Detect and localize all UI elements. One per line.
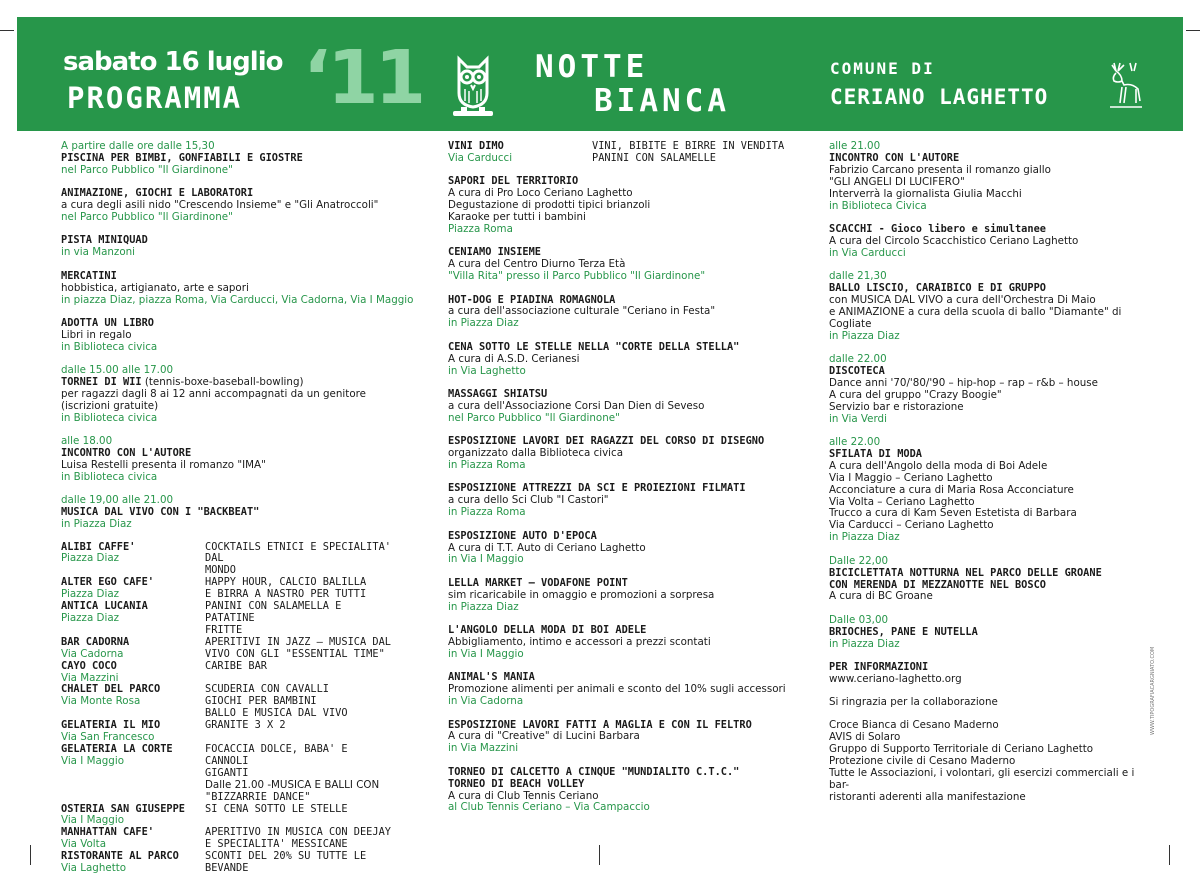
offer-line: E BIRRA A NASTRO PER TUTTI [205, 588, 367, 601]
event-desc: A cura del Circolo Scacchistico Ceriano Laghetto [829, 234, 1079, 247]
bar-name: GELATERIA LA CORTE [61, 742, 173, 755]
bar-antica-lucania [61, 601, 205, 637]
event-desc: Via I Maggio – Ceriano Laghetto [829, 471, 993, 484]
event-time: Dalle 22,00 [829, 554, 889, 567]
crop-mark [0, 30, 14, 31]
event-desc: A cura di BC Groane [829, 590, 933, 603]
event-place: in Piazza Diaz [448, 600, 519, 613]
bar-name: RISTORANTE AL PARCO [61, 850, 179, 863]
event-incontro-autore [61, 436, 431, 484]
bar-name: OSTERIA SAN GIUSEPPE [61, 802, 185, 815]
event-desc: VINI, BIBITE E BIRRE IN VENDITA [592, 140, 785, 152]
event-title: BALLO LISCIO, CARAIBICO E DI GRUPPO [829, 282, 1046, 295]
event-time: alle 18.00 [61, 435, 113, 448]
event-desc: Trucco a cura di Kam Seven Estetista di Barbara [829, 507, 1077, 520]
event-desc: Libri in regalo [61, 328, 132, 341]
offer-line: COCKTAILS ETNICI E SPECIALITA' DAL [205, 540, 391, 565]
bar-place: Via Laghetto [61, 862, 127, 875]
bar-name: ALTER EGO CAFE' [61, 576, 154, 589]
thanks-line: ristoranti aderenti alla manifestazione [829, 790, 1026, 803]
deer-crest-icon [1102, 61, 1146, 111]
notte-title: NOTTE [535, 49, 649, 85]
event-desc: A cura del gruppo "Crazy Boogie" [829, 388, 1002, 401]
event-sfilata [829, 437, 1149, 544]
offer-line: APERITIVI IN JAZZ – MUSICA DAL [205, 635, 391, 648]
bar-alter-ego [61, 577, 205, 601]
bar-place: Via Cadorna [61, 647, 124, 660]
event-title: BICICLETTATA NOTTURNA NEL PARCO DELLE GROANE [829, 566, 1102, 579]
event-desc: Servizio bar e ristorazione [829, 400, 964, 413]
event-desc: a cura dell'Associazione Corsi Dan Dien di Seveso [448, 399, 705, 412]
event-title: MASSAGGI SHIATSU [448, 388, 548, 400]
event-date: sabato 16 luglio [63, 47, 283, 77]
bar-place: Via Volta [61, 838, 107, 851]
event-title: BRIOCHES, PANE E NUTELLA [829, 625, 978, 638]
bar-name: CHALET DEL PARCO [61, 683, 161, 696]
offer-line: FRITTE [205, 623, 243, 636]
event-title: TORNEI DI WII [61, 376, 142, 389]
event-desc: A cura dell'Angolo della moda di Boi Adele [829, 459, 1048, 472]
bar-alibi [61, 542, 205, 578]
bar-name: MANHATTAN CAFE' [61, 826, 154, 839]
offer-line: "BIZZARRIE DANCE" [205, 790, 311, 803]
event-desc: organizzato dalla Biblioteca civica [448, 447, 624, 460]
thanks-line: Protezione civile di Cesano Maderno [829, 754, 1016, 767]
offer-line: GRANITE 3 X 2 [205, 719, 286, 732]
event-desc: sim ricaricabile in omaggio e promozioni a sorpresa [448, 588, 715, 601]
event-title: MERCATINI [61, 269, 117, 282]
event-place: "Villa Rita" presso il Parco Pubblico "Il Giardinone" [448, 270, 706, 283]
event-desc: A cura di Pro Loco Ceriano Laghetto [448, 187, 633, 200]
event-vini-dimo [448, 141, 808, 165]
event-ballo-liscio [829, 271, 1149, 342]
event-place: in Via Cadorna [448, 695, 524, 708]
bar-place: Piazza Diaz [61, 612, 120, 624]
event-desc: Degustazione di prodotti tipici brianzoli [448, 199, 651, 212]
event-place: nel Parco Pubblico "Il Giardinone" [448, 411, 620, 424]
event-desc: a cura degli asili nido "Crescendo Insieme" e "Gli Anatroccoli" [61, 199, 379, 212]
event-desc: (iscrizioni gratuite) [61, 399, 159, 412]
event-shiatsu [448, 389, 808, 425]
event-title: ANIMAL'S MANIA [448, 671, 535, 684]
event-auto-epoca [448, 531, 808, 567]
bar-name: BAR CADORNA [61, 635, 130, 648]
offer-line: SI CENA SOTTO LE STELLE [205, 802, 348, 815]
thanks-line: Croce Bianca di Cesano Maderno [829, 719, 999, 732]
event-desc: Karaoke per tutti i bambini [448, 211, 586, 224]
event-title: INCONTRO CON L'AUTORE [829, 151, 960, 164]
event-disegno [448, 436, 808, 472]
bar-offer [205, 661, 395, 685]
bar-offer [205, 720, 395, 744]
event-title: L'ANGOLO DELLA MODA DI BOI ADELE [448, 624, 647, 637]
event-place: in via Manzoni [61, 246, 136, 259]
bar-osteria [61, 804, 205, 828]
bar-chalet [61, 684, 205, 720]
bar-offer [205, 684, 395, 720]
thanks-intro: Si ringrazia per la collaborazione [829, 696, 998, 709]
bar-gelateria-mio [61, 720, 205, 744]
event-place: in Via Verdi [829, 412, 887, 425]
bar-place: Via I Maggio [61, 754, 124, 767]
bar-place: Via San Francesco [61, 731, 155, 744]
event-maglia-feltro [448, 720, 808, 756]
event-desc: "GLI ANGELI DI LUCIFERO" [829, 175, 965, 188]
event-place: Piazza Roma [448, 222, 513, 235]
bar-name: ANTICA LUCANIA [61, 600, 148, 613]
column-evening [829, 141, 1149, 815]
event-desc: a cura dell'associazione culturale "Ceriano in Festa" [448, 305, 716, 318]
event-scacchi [829, 224, 1149, 260]
event-place: in Biblioteca civica [61, 340, 158, 353]
event-title: TORNEO DI CALCETTO A CINQUE "MUNDIALITO C.T.C." [448, 765, 740, 778]
event-desc: A cura di T.T. Auto di Ceriano Laghetto [448, 541, 646, 554]
offer-line: BALLO E MUSICA DAL VIVO [205, 707, 348, 720]
event-desc: Abbigliamento, intimo e accessori a prezzi scontati [448, 636, 711, 648]
bar-ristorante-parco [61, 851, 205, 875]
thanks-line: Gruppo di Supporto Territoriale di Ceriano Laghetto [829, 743, 1094, 756]
bar-manhattan [61, 827, 205, 851]
comune-label: COMUNE DI [830, 59, 935, 78]
event-desc: A cura di Club Tennis Ceriano [448, 789, 599, 802]
bar-cadorna [61, 637, 205, 661]
column-afternoon [61, 141, 431, 875]
bar-offer [205, 601, 395, 637]
event-cena-stelle [448, 342, 808, 378]
offer-line: PANINI CON SALAMELLA E PATATINE [205, 600, 342, 624]
event-place: in Piazza Diaz [829, 531, 900, 544]
thanks-line: Tutte le Associazioni, i volontari, gli esercizi commerciali e i bar- [829, 766, 1135, 791]
bar-offer [205, 542, 395, 578]
event-time: A partire dalle ore dalle 15,30 [61, 140, 215, 152]
event-title: SCACCHI - Gioco libero e simultanee [829, 222, 1046, 235]
event-desc: PANINI CON SALAMELLE [592, 151, 716, 164]
printer-credit: WWW.TIPOGRAFIACARGNIATO.COM [1150, 646, 1156, 735]
offer-line: GIOCHI PER BAMBINI [205, 695, 317, 708]
offer-line: MONDO [205, 564, 236, 577]
bar-name: GELATERIA IL MIO [61, 719, 161, 732]
event-title: ESPOSIZIONE LAVORI DEI RAGAZZI DEL CORSO DI DISEGNO [448, 435, 765, 448]
event-place: nel Parco Pubblico "Il Giardinone" [61, 163, 233, 176]
bar-place: Via Mazzini [61, 671, 119, 684]
event-title-extra: (tennis-boxe-baseball-bowling) [144, 376, 304, 389]
event-title: ANIMAZIONE, GIOCHI E LABORATORI [61, 187, 254, 200]
event-animals-mania [448, 672, 808, 708]
crop-mark [30, 845, 31, 865]
offer-line: CARIBE BAR [205, 659, 267, 672]
offer-line: VIVO CON GLI "ESSENTIAL TIME" [205, 647, 385, 660]
event-time: dalle 22.00 [829, 353, 887, 366]
event-place: al Club Tennis Ceriano – Via Campaccio [448, 801, 650, 814]
event-title: ESPOSIZIONE ATTREZZI DA SCI E PROIEZIONI FILMATI [448, 482, 746, 495]
event-desc: A cura del Centro Diurno Terza Età [448, 258, 626, 271]
event-mercatini [61, 271, 431, 307]
event-desc: Via Volta – Ceriano Laghetto [829, 495, 975, 508]
event-title: SFILATA DI MODA [829, 447, 922, 460]
event-incontro-carcano [829, 141, 1149, 212]
bar-offer [205, 637, 395, 661]
event-desc: A cura di "Creative" di Lucini Barbara [448, 730, 640, 743]
bar-offer [205, 577, 395, 601]
offer-line: SCUDERIA CON CAVALLI [205, 683, 329, 696]
bar-place: Piazza Diaz [61, 588, 120, 601]
crop-mark [1186, 30, 1200, 31]
thanks-section [829, 697, 1149, 803]
event-title: PISCINA PER BIMBI, GONFIABILI E GIOSTRE [61, 151, 303, 164]
header-banner [17, 17, 1183, 131]
event-title: SAPORI DEL TERRITORIO [448, 175, 579, 188]
bar-place: Via Monte Rosa [61, 695, 141, 708]
event-desc: A cura di A.S.D. Cerianesi [448, 352, 580, 365]
event-miniquad [61, 235, 431, 259]
crop-mark [599, 845, 600, 865]
info-title: PER INFORMAZIONI [829, 661, 929, 674]
event-place: in Piazza Diaz [448, 317, 519, 330]
event-time: alle 22.00 [829, 436, 881, 449]
event-place: Via Carducci [448, 151, 513, 164]
bar-name: ALIBI CAFFE' [61, 540, 136, 553]
offer-line: GIGANTI [205, 766, 249, 779]
event-title: CENA SOTTO LE STELLE NELLA "CORTE DELLA STELLA" [448, 340, 740, 353]
event-desc: Interverrà la giornalista Giulia Macchi [829, 187, 1022, 200]
bar-cayo-coco [61, 661, 205, 685]
bar-gelateria-corte [61, 744, 205, 804]
event-desc: Via Carducci – Ceriano Laghetto [829, 519, 994, 532]
event-hotdog [448, 295, 808, 331]
bianca-title: BIANCA [594, 83, 730, 119]
event-place: in Piazza Roma [448, 459, 526, 472]
event-title: ESPOSIZIONE AUTO D'EPOCA [448, 529, 597, 542]
event-place: in Piazza Diaz [829, 637, 900, 650]
offer-line: E SPECIALITA' MESSICANE [205, 838, 348, 851]
event-place: in Via Laghetto [448, 364, 526, 377]
event-place: in Biblioteca Civica [829, 199, 927, 212]
column-stands [448, 141, 808, 826]
bar-offer [205, 804, 395, 828]
event-desc: e ANIMAZIONE a cura della scuola di ballo "Diamante" di [829, 305, 1122, 318]
event-title: VINI DIMO [448, 140, 504, 152]
event-desc: a cura dello Sci Club "I Castori" [448, 494, 609, 507]
event-time: dalle 19,00 alle 21.00 [61, 494, 174, 507]
event-desc: Luisa Restelli presenta il romanzo "IMA" [61, 459, 266, 472]
bar-name: CAYO COCO [61, 659, 117, 672]
event-biciclettata [829, 556, 1149, 604]
crop-mark [1169, 845, 1170, 865]
offer-line: Dalle 21.00 -MUSICA E BALLI CON [205, 778, 380, 791]
event-title: ADOTTA UN LIBRO [61, 316, 154, 329]
event-title: PISTA MINIQUAD [61, 234, 148, 247]
event-piscina [61, 141, 431, 177]
offer-line: HAPPY HOUR, CALCIO BALILLA [205, 576, 367, 589]
event-time: dalle 15.00 alle 17.00 [61, 364, 174, 377]
event-place: in Biblioteca civica [61, 411, 158, 424]
event-place: in Piazza Diaz [829, 329, 900, 342]
event-title: ESPOSIZIONE LAVORI FATTI A MAGLIA E CON IL FELTRO [448, 718, 752, 731]
event-place: in Via I Maggio [448, 553, 524, 566]
event-time: dalle 21,30 [829, 270, 887, 283]
info-section [829, 662, 1149, 686]
event-calcetto [448, 767, 808, 815]
event-backbeat [61, 495, 431, 531]
event-desc: Fabrizio Carcano presenta il romanzo giallo [829, 163, 1051, 176]
event-title: CON MERENDA DI MEZZANOTTE NEL BOSCO [829, 578, 1046, 591]
offer-line: APERITIVO IN MUSICA CON DEEJAY [205, 826, 391, 839]
event-brioches [829, 615, 1149, 651]
event-title: MUSICA DAL VIVO CON I "BACKBEAT" [61, 506, 260, 519]
event-title: INCONTRO CON L'AUTORE [61, 447, 192, 460]
event-attrezzi-sci [448, 483, 808, 519]
offer-line: SCONTI DEL 20% SU TUTTE LE [205, 850, 367, 863]
event-tornei-wii [61, 365, 431, 425]
bar-offer [205, 851, 395, 875]
event-adotta-libro [61, 318, 431, 354]
event-desc: hobbistica, artigianato, arte e sapori [61, 281, 249, 294]
event-discoteca [829, 354, 1149, 425]
offer-line: BEVANDE [205, 862, 249, 875]
event-place: in Biblioteca civica [61, 470, 158, 483]
event-title: DISCOTECA [829, 365, 885, 377]
event-angolo-moda [448, 625, 808, 661]
event-lella-market [448, 578, 808, 614]
event-title: LELLA MARKET – VODAFONE POINT [448, 576, 628, 589]
town-name: CERIANO LAGHETTO [830, 85, 1049, 109]
event-place: in Piazza Diaz [61, 518, 132, 531]
event-title: TORNEO DI BEACH VOLLEY [448, 777, 585, 790]
event-place: in Piazza Roma [448, 506, 526, 519]
event-time: Dalle 03,00 [829, 613, 889, 626]
bar-offer [205, 744, 395, 804]
thanks-line: AVIS di Solaro [829, 731, 901, 744]
programma-title: PROGRAMMA [67, 81, 243, 115]
event-place: nel Parco Pubblico "Il Giardinone" [61, 211, 233, 224]
event-place: in Via I Maggio [448, 647, 524, 660]
year-label: ‘11 [303, 35, 423, 121]
event-desc: Promozione alimenti per animali e sconto del 10% sugli accessori [448, 683, 786, 696]
event-desc: con MUSICA DAL VIVO a cura dell'Orchestra Di Maio [829, 293, 1096, 306]
event-time: alle 21.00 [829, 140, 881, 152]
owl-logo-icon [449, 53, 497, 123]
bar-place: Piazza Diaz [61, 552, 120, 565]
event-sapori [448, 176, 808, 236]
bars-list [61, 542, 431, 875]
event-desc: Acconciature a cura di Maria Rosa Acconciature [829, 483, 1074, 496]
event-place: in piazza Diaz, piazza Roma, Via Carducci, Via Cadorna, Via I Maggio [61, 293, 414, 306]
event-ceniamo [448, 247, 808, 283]
event-animazione [61, 188, 431, 224]
event-place: in Via Mazzini [448, 742, 519, 755]
event-desc: Dance anni '70/'80/'90 – hip-hop – rap – r&b – house [829, 376, 1098, 389]
info-website[interactable]: www.ceriano-laghetto.org [829, 672, 962, 685]
event-title: HOT-DOG E PIADINA ROMAGNOLA [448, 293, 616, 306]
event-desc: Cogliate [829, 317, 872, 330]
bar-place: Via I Maggio [61, 814, 124, 827]
event-title: CENIAMO INSIEME [448, 246, 541, 259]
bar-offer [205, 827, 395, 851]
event-place: in Via Carducci [829, 246, 906, 259]
event-desc: per ragazzi dagli 8 ai 12 anni accompagnati da un genitore [61, 388, 366, 400]
offer-line: FOCACCIA DOLCE, BABA' E CANNOLI [205, 742, 348, 767]
